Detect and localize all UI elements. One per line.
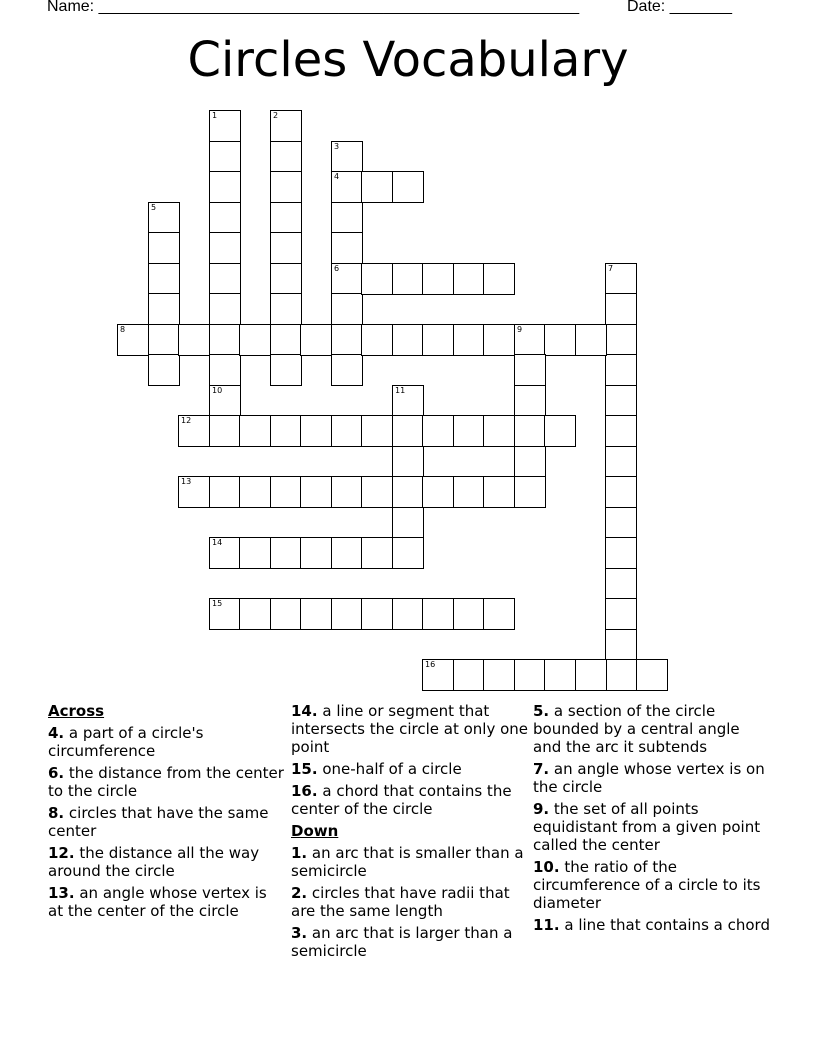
grid-cell[interactable] <box>605 324 637 356</box>
clue-across-16 <box>291 782 529 818</box>
grid-cell[interactable] <box>361 263 393 295</box>
grid-cell[interactable] <box>392 507 424 539</box>
grid-cell[interactable] <box>361 415 393 447</box>
grid-cell[interactable] <box>300 415 332 447</box>
grid-cell[interactable] <box>300 598 332 630</box>
clue-text: circles that have radii that are the same length <box>291 884 510 920</box>
across-heading: Across <box>48 702 105 720</box>
clue-number: 2. <box>291 884 308 902</box>
grid-cell[interactable] <box>178 415 210 447</box>
clue-text: the set of all points equidistant from a given point called the center <box>533 800 761 854</box>
clue-down-9 <box>533 800 771 854</box>
grid-cell[interactable] <box>453 324 485 356</box>
clue-number: 15. <box>291 760 318 778</box>
grid-cell[interactable] <box>209 202 241 234</box>
clue-number: 4. <box>48 724 65 742</box>
grid-cell[interactable] <box>605 263 637 295</box>
clue-text: a part of a circle's circumference <box>48 724 204 760</box>
grid-cell[interactable] <box>148 232 180 264</box>
grid-cell[interactable] <box>392 598 424 630</box>
clue-number: 13. <box>48 884 75 902</box>
grid-cell[interactable] <box>422 598 454 630</box>
grid-cell[interactable] <box>331 202 363 234</box>
clue-text: an arc that is larger than a semicircle <box>291 924 513 960</box>
grid-cell[interactable] <box>270 232 302 264</box>
grid-cell[interactable] <box>605 568 637 600</box>
grid-cell[interactable] <box>483 415 515 447</box>
grid-cell[interactable] <box>514 476 546 508</box>
clue-number: 11. <box>533 916 560 934</box>
clue-down-11 <box>533 916 771 934</box>
clue-number: 7. <box>533 760 550 778</box>
cell-clue-number: 5 <box>151 203 157 212</box>
grid-cell[interactable] <box>331 232 363 264</box>
grid-cell[interactable] <box>331 476 363 508</box>
grid-cell[interactable] <box>392 415 424 447</box>
clue-number: 12. <box>48 844 75 862</box>
cell-clue-number: 13 <box>181 477 192 486</box>
grid-cell[interactable] <box>270 110 302 142</box>
grid-cell[interactable] <box>148 202 180 234</box>
grid-cell[interactable] <box>605 446 637 478</box>
grid-cell[interactable] <box>392 476 424 508</box>
grid-cell[interactable] <box>331 324 363 356</box>
grid-cell[interactable] <box>514 324 546 356</box>
clue-down-2 <box>291 884 529 920</box>
clue-across-15 <box>291 760 529 778</box>
clue-across-12 <box>48 844 286 880</box>
grid-cell[interactable] <box>209 263 241 295</box>
grid-cell[interactable] <box>270 293 302 325</box>
grid-cell[interactable] <box>178 476 210 508</box>
grid-cell[interactable] <box>422 324 454 356</box>
grid-cell[interactable] <box>453 659 485 691</box>
grid-cell[interactable] <box>453 598 485 630</box>
cell-clue-number: 4 <box>334 172 340 181</box>
cell-clue-number: 12 <box>181 416 192 425</box>
grid-cell[interactable] <box>605 537 637 569</box>
grid-cell[interactable] <box>209 141 241 173</box>
grid-cell[interactable] <box>422 263 454 295</box>
cell-clue-number: 7 <box>608 264 614 273</box>
grid-cell[interactable] <box>392 446 424 478</box>
clue-number: 1. <box>291 844 308 862</box>
grid-cell[interactable] <box>239 476 271 508</box>
grid-cell[interactable] <box>331 171 363 203</box>
clue-text: one-half of a circle <box>322 760 462 778</box>
clue-number: 5. <box>533 702 550 720</box>
clue-text: an angle whose vertex is at the center of the circle <box>48 884 267 920</box>
clue-text: an angle whose vertex is on the circle <box>533 760 765 796</box>
grid-cell[interactable] <box>270 598 302 630</box>
clue-number: 10. <box>533 858 560 876</box>
grid-cell[interactable] <box>331 598 363 630</box>
grid-cell[interactable] <box>575 659 607 691</box>
grid-cell[interactable] <box>605 415 637 447</box>
grid-cell[interactable] <box>422 659 454 691</box>
name-field-label: Name: ______________________________________________________ <box>47 0 580 15</box>
grid-cell[interactable] <box>239 598 271 630</box>
clue-across-13 <box>48 884 286 920</box>
grid-cell[interactable] <box>453 476 485 508</box>
clues-column-3 <box>533 702 771 938</box>
grid-cell[interactable] <box>392 537 424 569</box>
grid-cell[interactable] <box>209 110 241 142</box>
clue-down-7 <box>533 760 771 796</box>
cell-clue-number: 3 <box>334 142 340 151</box>
grid-cell[interactable] <box>392 171 424 203</box>
cell-clue-number: 16 <box>425 660 436 669</box>
grid-cell[interactable] <box>483 324 515 356</box>
clue-number: 9. <box>533 800 550 818</box>
clue-text: a section of the circle bounded by a central angle and the arc it subtends <box>533 702 740 756</box>
clue-number: 8. <box>48 804 65 822</box>
grid-cell[interactable] <box>331 141 363 173</box>
clue-text: an arc that is smaller than a semicircle <box>291 844 524 880</box>
clue-down-10 <box>533 858 771 912</box>
grid-cell[interactable] <box>605 385 637 417</box>
grid-cell[interactable] <box>239 324 271 356</box>
cell-clue-number: 14 <box>212 538 223 547</box>
grid-cell[interactable] <box>209 537 241 569</box>
grid-cell[interactable] <box>605 507 637 539</box>
cell-clue-number: 1 <box>212 111 218 120</box>
clue-down-3 <box>291 924 529 960</box>
grid-cell[interactable] <box>483 598 515 630</box>
grid-cell[interactable] <box>209 385 241 417</box>
grid-cell[interactable] <box>209 415 241 447</box>
grid-cell[interactable] <box>605 476 637 508</box>
grid-cell[interactable] <box>178 324 210 356</box>
grid-cell[interactable] <box>514 446 546 478</box>
grid-cell[interactable] <box>514 415 546 447</box>
grid-cell[interactable] <box>392 263 424 295</box>
cell-clue-number: 15 <box>212 599 223 608</box>
grid-cell[interactable] <box>148 293 180 325</box>
clue-across-4 <box>48 724 286 760</box>
clue-number: 3. <box>291 924 308 942</box>
grid-cell[interactable] <box>544 324 576 356</box>
grid-cell[interactable] <box>148 263 180 295</box>
grid-cell[interactable] <box>514 659 546 691</box>
grid-cell[interactable] <box>331 293 363 325</box>
clue-text: a line or segment that intersects the circle at only one point <box>291 702 529 756</box>
cell-clue-number: 6 <box>334 264 340 273</box>
grid-cell[interactable] <box>331 537 363 569</box>
grid-cell[interactable] <box>514 385 546 417</box>
grid-cell[interactable] <box>270 263 302 295</box>
grid-cell[interactable] <box>361 537 393 569</box>
clue-number: 6. <box>48 764 65 782</box>
grid-cell[interactable] <box>270 324 302 356</box>
grid-cell[interactable] <box>605 659 637 691</box>
grid-cell[interactable] <box>300 324 332 356</box>
grid-cell[interactable] <box>209 476 241 508</box>
cell-clue-number: 10 <box>212 386 223 395</box>
grid-cell[interactable] <box>605 354 637 386</box>
grid-cell[interactable] <box>270 537 302 569</box>
grid-cell[interactable] <box>148 354 180 386</box>
grid-cell[interactable] <box>392 324 424 356</box>
grid-cell[interactable] <box>483 659 515 691</box>
grid-cell[interactable] <box>605 629 637 661</box>
grid-cell[interactable] <box>422 415 454 447</box>
clue-text: the ratio of the circumference of a circle to its diameter <box>533 858 761 912</box>
grid-cell[interactable] <box>270 141 302 173</box>
grid-cell[interactable] <box>331 354 363 386</box>
clue-number: 14. <box>291 702 318 720</box>
cell-clue-number: 2 <box>273 111 279 120</box>
grid-cell[interactable] <box>209 171 241 203</box>
grid-cell[interactable] <box>300 476 332 508</box>
grid-cell[interactable] <box>209 354 241 386</box>
clue-across-8 <box>48 804 286 840</box>
clue-text: circles that have the same center <box>48 804 269 840</box>
clue-text: the distance from the center to the circle <box>48 764 284 800</box>
grid-cell[interactable] <box>209 598 241 630</box>
grid-cell[interactable] <box>331 263 363 295</box>
grid-cell[interactable] <box>361 476 393 508</box>
grid-cell[interactable] <box>453 263 485 295</box>
grid-cell[interactable] <box>361 171 393 203</box>
grid-cell[interactable] <box>270 171 302 203</box>
grid-cell[interactable] <box>392 385 424 417</box>
grid-cell[interactable] <box>300 537 332 569</box>
grid-cell[interactable] <box>636 659 668 691</box>
grid-cell[interactable] <box>209 232 241 264</box>
cell-clue-number: 9 <box>517 325 523 334</box>
page-title: Circles Vocabulary <box>187 32 629 88</box>
grid-cell[interactable] <box>361 324 393 356</box>
grid-cell[interactable] <box>514 354 546 386</box>
clue-text: the distance all the way around the circle <box>48 844 260 880</box>
cell-clue-number: 8 <box>120 325 126 334</box>
grid-cell[interactable] <box>575 324 607 356</box>
grid-cell[interactable] <box>270 476 302 508</box>
grid-cell[interactable] <box>239 415 271 447</box>
clue-across-6 <box>48 764 286 800</box>
grid-cell[interactable] <box>239 537 271 569</box>
grid-cell[interactable] <box>483 263 515 295</box>
clue-text: a chord that contains the center of the circle <box>291 782 512 818</box>
grid-cell[interactable] <box>453 415 485 447</box>
grid-cell[interactable] <box>209 324 241 356</box>
grid-cell[interactable] <box>270 415 302 447</box>
grid-cell[interactable] <box>270 354 302 386</box>
grid-cell[interactable] <box>544 659 576 691</box>
grid-cell[interactable] <box>270 202 302 234</box>
down-heading: Down <box>291 822 339 840</box>
grid-cell[interactable] <box>361 598 393 630</box>
clues-column-2 <box>291 702 529 964</box>
grid-cell[interactable] <box>544 415 576 447</box>
grid-cell[interactable] <box>331 415 363 447</box>
grid-cell[interactable] <box>148 324 180 356</box>
grid-cell[interactable] <box>422 476 454 508</box>
clue-text: a line that contains a chord <box>564 916 770 934</box>
clue-down-5 <box>533 702 771 756</box>
clue-number: 16. <box>291 782 318 800</box>
grid-cell[interactable] <box>605 598 637 630</box>
clues-column-1 <box>48 702 286 924</box>
grid-cell[interactable] <box>483 476 515 508</box>
cell-clue-number: 11 <box>395 386 406 395</box>
date-field-label: Date: _______ <box>627 0 732 15</box>
grid-cell[interactable] <box>605 293 637 325</box>
clue-across-14 <box>291 702 529 756</box>
grid-cell[interactable] <box>209 293 241 325</box>
grid-cell[interactable] <box>117 324 149 356</box>
clue-down-1 <box>291 844 529 880</box>
